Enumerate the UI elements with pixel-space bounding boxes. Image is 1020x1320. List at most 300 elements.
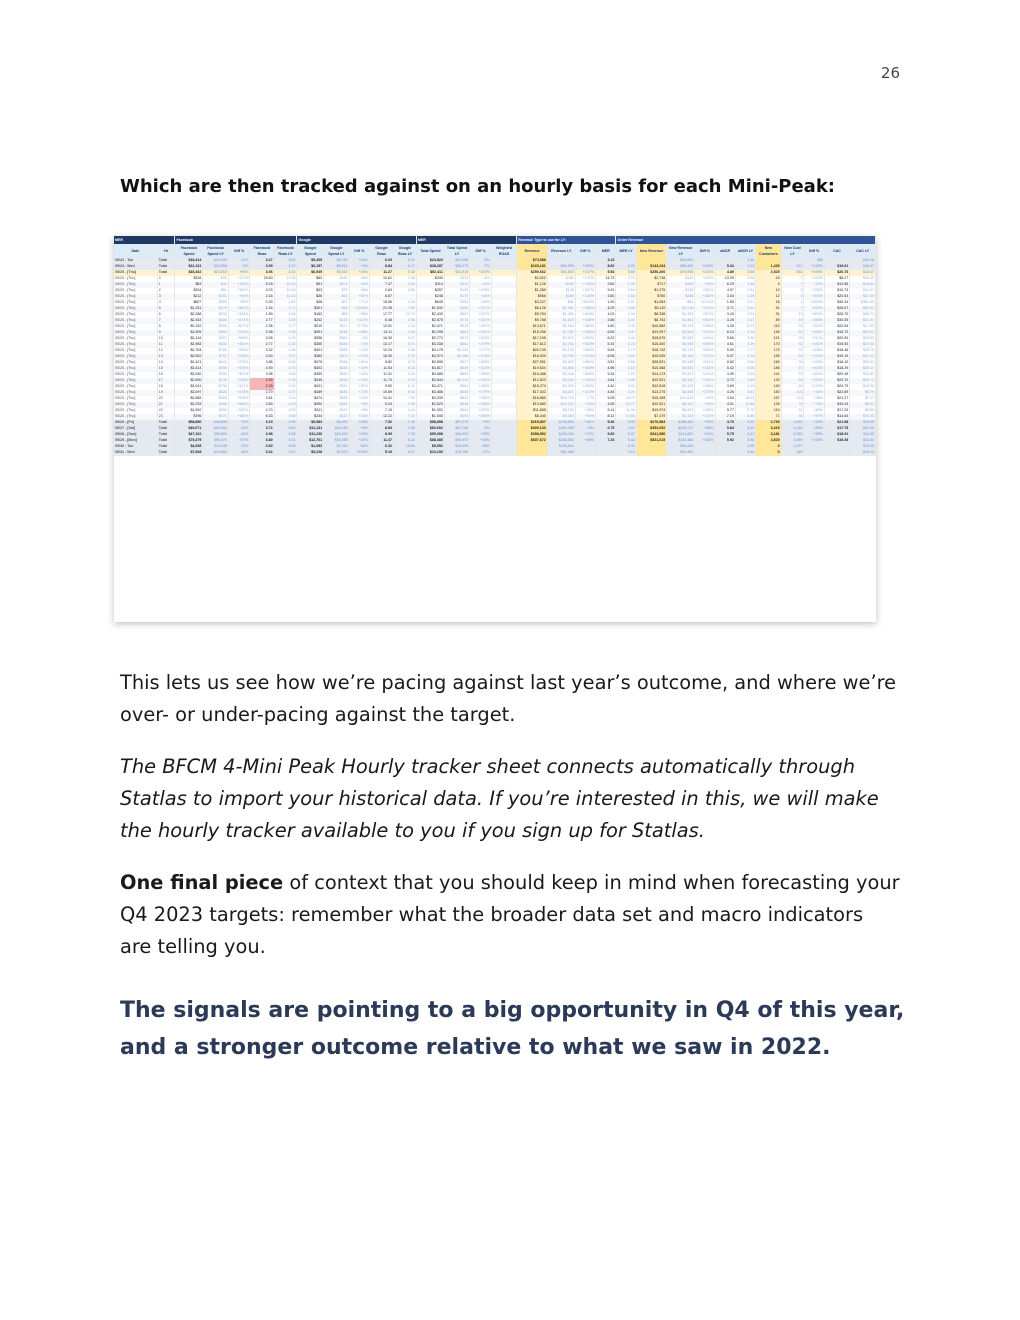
table-cell: 05/25 - [Thu] [114, 318, 157, 324]
table-cell: 3.32 [250, 348, 274, 354]
table-cell: $63,302 [667, 450, 695, 456]
table-cell: $211,801 [667, 432, 695, 438]
table-cell: 3.90 [616, 264, 636, 270]
table-cell: $17,613 [517, 342, 548, 348]
table-cell: $7,928 [175, 450, 203, 456]
table-cell: 75 [781, 402, 804, 408]
table-cell: $2,295 [416, 330, 444, 336]
table-cell: 2,069 [781, 438, 804, 444]
table-cell: $17.29 [824, 408, 849, 414]
table-cell: +237% [470, 270, 492, 276]
table-cell: $24.79 [824, 384, 849, 390]
table-cell: 32 [781, 348, 804, 354]
table-cell: -14% [470, 282, 492, 288]
table-cell: $14 [324, 306, 349, 312]
table-cell: +902% [695, 288, 715, 294]
table-cell: $3,693 [667, 366, 695, 372]
table-cell: $42.90 [850, 306, 876, 312]
table-cell: -8% [470, 258, 492, 264]
table-cell: $780 [203, 348, 228, 354]
table-cell: 29.60 [250, 276, 274, 282]
table-cell: $607 [175, 300, 203, 306]
table-cell: $22.90 [824, 336, 849, 342]
table-cell: 05/25 - [Thu] [114, 378, 157, 384]
column-header: New Cust LY [781, 244, 804, 258]
table-cell: $15,159 [636, 396, 667, 402]
table-cell: $56,303 [667, 264, 695, 270]
table-cell: +71% [575, 432, 595, 438]
table-cell: 2.16 [250, 294, 274, 300]
table-cell: 4.49 [735, 384, 755, 390]
table-cell: $231 [324, 384, 349, 390]
table-cell: $15,005 [636, 354, 667, 360]
table-cell: 4.54 [715, 396, 735, 402]
table-cell: $24,558 [203, 264, 228, 270]
table-cell: 329 [781, 450, 804, 456]
table-cell: +26% [470, 438, 492, 444]
table-cell: $770 [444, 318, 469, 324]
table-cell: 3.01 [616, 384, 636, 390]
table-cell: +172% [575, 276, 595, 282]
table-cell: +9% [349, 426, 369, 432]
table-cell: 2.96 [735, 276, 755, 282]
table-cell: 7.37 [369, 282, 393, 288]
table-cell: 3.99 [250, 264, 274, 270]
table-cell: 612 [781, 264, 804, 270]
table-cell: +278% [228, 360, 250, 366]
column-header: Diff % [575, 244, 595, 258]
table-cell: 3.70 [274, 366, 297, 372]
table-cell [695, 450, 715, 456]
table-cell: $1,289 [517, 288, 548, 294]
table-cell: $25,531 [636, 360, 667, 366]
table-cell: +363% [575, 324, 595, 330]
table-cell: 110 [756, 324, 781, 330]
table-cell: $8.27 [824, 276, 849, 282]
table-cell: $84,891 [667, 258, 695, 264]
table-cell: $1,018 [667, 306, 695, 312]
table-cell: 4.26 [274, 402, 297, 408]
table-cell: $212 [175, 294, 203, 300]
table-cell: 13 [781, 312, 804, 318]
table-cell: +2050% [349, 306, 369, 312]
table-cell: +41% [575, 420, 595, 426]
context-lead: One final piece [120, 871, 284, 894]
table-cell: +382% [228, 306, 250, 312]
column-header: Diff % [804, 244, 824, 258]
table-cell: $474 [297, 396, 324, 402]
table-cell: $83 [324, 312, 349, 318]
table-cell: $801 [444, 330, 469, 336]
table-cell: $81,988 [547, 450, 575, 456]
table-cell: 3.35 [735, 330, 755, 336]
table-cell: +3810% [575, 300, 595, 306]
table-cell: $354,052 [636, 426, 667, 432]
table-cell: 8.82 [715, 360, 735, 366]
table-cell: 9 [157, 330, 175, 336]
table-cell: 3 [781, 288, 804, 294]
table-cell: 33 [781, 354, 804, 360]
table-cell: $3,620 [547, 360, 575, 366]
column-header: Weighted ROAS [491, 244, 516, 258]
table-cell: +537% [695, 312, 715, 318]
closing-statement: The signals are pointing to a big opportunity in Q4 of this year, and a stronger outcome relative to what we saw in 2022. [120, 998, 905, 1060]
table-cell: 3.03 [250, 288, 274, 294]
table-cell: 19 [781, 318, 804, 324]
table-cell: +165% [349, 450, 369, 456]
table-cell: 6.22 [394, 438, 417, 444]
table-cell: $2,764 [324, 444, 349, 450]
table-cell: $3,586 [416, 390, 444, 396]
table-cell: $31,915 [444, 270, 469, 276]
table-cell: $46,093 [444, 432, 469, 438]
table-cell: 2.93 [274, 378, 297, 384]
table-cell: $114 [416, 282, 444, 288]
table-cell: $10,238 [324, 426, 349, 432]
table-cell: -17% [470, 450, 492, 456]
table-cell: +317% [228, 384, 250, 390]
table-cell: 11.36 [616, 408, 636, 414]
table-cell: 1.68 [735, 294, 755, 300]
table-cell: $1,902 [416, 408, 444, 414]
table-cell: 4.26 [715, 390, 735, 396]
table-cell: $3,300 [547, 384, 575, 390]
table-cell: 3.24 [274, 396, 297, 402]
table-cell: $650 [203, 318, 228, 324]
table-cell: 5.42 [715, 366, 735, 372]
table-cell: $18.10 [824, 360, 849, 366]
table-cell: 11.31 [369, 372, 393, 378]
table-cell: $27.04 [850, 342, 876, 348]
table-cell: 5.84 [715, 426, 735, 432]
table-cell: 3.72 [715, 378, 735, 384]
table-cell: $2,500 [175, 378, 203, 384]
table-cell: 3.48 [735, 282, 755, 288]
table-cell: -26% [349, 288, 369, 294]
table-cell: 2 [157, 288, 175, 294]
table-cell: $172 [444, 294, 469, 300]
table-cell: 2.34 [616, 318, 636, 324]
table-cell: 0.60 [250, 444, 274, 450]
table-cell: $55,860 [203, 432, 228, 438]
table-cell: +244% [228, 330, 250, 336]
table-cell: 17.77 [369, 312, 393, 318]
table-cell: +146% [575, 294, 595, 300]
table-cell: 2.77 [250, 318, 274, 324]
table-cell: 5.42 [616, 438, 636, 444]
table-cell: $3,041 [175, 384, 203, 390]
table-cell: 4.40 [616, 324, 636, 330]
table-cell: 3.23 [616, 342, 636, 348]
table-cell: 4,520 [756, 438, 781, 444]
table-cell: +500% [695, 348, 715, 354]
table-cell: $12,701 [297, 438, 324, 444]
table-cell: -2% [349, 336, 369, 342]
table-cell: $2,022 [517, 276, 548, 282]
table-cell: 89 [756, 318, 781, 324]
table-cell: +83% [695, 426, 715, 432]
table-cell: 4.08 [394, 330, 417, 336]
table-cell: +80% [804, 408, 824, 414]
table-cell: $356 [297, 336, 324, 342]
table-cell: +274% [228, 318, 250, 324]
table-cell: 19 [157, 390, 175, 396]
table-cell: +93% [695, 282, 715, 288]
hourly-tracker-screenshot [114, 236, 876, 622]
table-cell: $302 [324, 354, 349, 360]
table-cell: $66,973 [444, 438, 469, 444]
table-cell: $16,355 [324, 438, 349, 444]
table-cell: $15,486 [517, 372, 548, 378]
table-cell: +177% [470, 348, 492, 354]
table-cell: 5.08 [735, 270, 755, 276]
table-cell: 8.12 [596, 414, 616, 420]
table-cell: 16 [157, 372, 175, 378]
table-cell: 18 [157, 384, 175, 390]
table-cell: 3.21 [274, 438, 297, 444]
table-cell: +78% [804, 402, 824, 408]
table-cell: 2,525 [756, 270, 781, 276]
table-cell: $966 [517, 294, 548, 300]
table-cell: $91,830 [547, 270, 575, 276]
table-cell: $307 [203, 336, 228, 342]
table-cell: $389 [324, 396, 349, 402]
table-cell: $18.91 [824, 432, 849, 438]
table-cell: +35% [804, 432, 824, 438]
table-cell: 3.39 [274, 384, 297, 390]
table-cell: 23 [157, 414, 175, 420]
table-cell: $7.17 [850, 396, 876, 402]
table-cell: $51 [297, 282, 324, 288]
table-cell: $12,634 [667, 396, 695, 402]
table-cell: +533% [575, 342, 595, 348]
table-cell: $22.69 [824, 390, 849, 396]
table-cell: 3.55 [616, 360, 636, 366]
table-cell: $19.45 [824, 438, 849, 444]
table-cell: 32 [781, 342, 804, 348]
table-cell: 3.06 [250, 270, 274, 276]
table-cell: +38% [804, 396, 824, 402]
table-cell: +365% [228, 414, 250, 420]
table-cell: $12,816 [636, 384, 667, 390]
table-cell: 05/25 - [Thu] [114, 306, 157, 312]
table-cell: $355 [297, 342, 324, 348]
table-cell: 9.47 [394, 336, 417, 342]
table-cell: +44% [804, 420, 824, 426]
table-cell: 3 [781, 294, 804, 300]
table-cell: 4.98 [735, 444, 755, 450]
table-cell: 2,366 [781, 432, 804, 438]
table-cell: $2,590 [667, 342, 695, 348]
table-cell: $252 [203, 408, 228, 414]
table-cell: $5,592 [416, 444, 444, 450]
table-cell: $2,716 [636, 276, 667, 282]
table-cell: $45,462 [175, 270, 203, 276]
table-cell: $25.02 [850, 330, 876, 336]
table-cell: 13 [756, 288, 781, 294]
group-header-row [114, 236, 876, 244]
table-cell: $381.53 [850, 300, 876, 306]
table-cell: 3.68 [735, 360, 755, 366]
table-cell: $2,772 [416, 336, 444, 342]
column-header: Google Roas [369, 244, 393, 258]
table-cell: 3.37 [274, 264, 297, 270]
table-cell: 2.34 [616, 312, 636, 318]
table-cell: $11,236 [297, 432, 324, 438]
table-cell: 05/25 - [Thu] [114, 390, 157, 396]
table-cell: +95% [349, 312, 369, 318]
table-cell: 2,730 [756, 420, 781, 426]
table-cell: $49,671 [175, 426, 203, 432]
table-cell: $413 [444, 324, 469, 330]
table-cell: 16.30 [369, 336, 393, 342]
table-cell: $3,798 [547, 354, 575, 360]
table-cell: -49% [349, 282, 369, 288]
table-cell: $2,870 [547, 336, 575, 342]
table-cell: 4.89 [715, 270, 735, 276]
table-cell: $75,379 [175, 438, 203, 444]
table-cell: +343% [228, 312, 250, 318]
table-cell: 3.04 [735, 372, 755, 378]
table-cell: $12.65 [824, 282, 849, 288]
table-cell: 4.90 [250, 366, 274, 372]
table-cell: $13,997 [636, 330, 667, 336]
table-cell: 05/25 - [Thu] [114, 312, 157, 318]
table-cell: 13 [157, 354, 175, 360]
table-cell: $48,835 [203, 420, 228, 426]
table-cell: 5.19 [369, 450, 393, 456]
table-cell: $925 [444, 366, 469, 372]
table-cell: 05/25 - [Thu] [114, 360, 157, 366]
table-cell: 05/26 - [Fri] [114, 420, 157, 426]
table-cell: 10.85 [616, 414, 636, 420]
table-cell: $730 [203, 384, 228, 390]
table-cell: $2,808 [667, 390, 695, 396]
table-cell: 6.04 [394, 390, 417, 396]
table-cell: $88,080 [416, 438, 444, 444]
table-cell: $14.64 [824, 414, 849, 420]
table-cell: +305% [470, 402, 492, 408]
table-cell: $15.72 [824, 330, 849, 336]
column-header: Diff % [349, 244, 369, 258]
table-cell: +431% [804, 342, 824, 348]
table-cell: 37 [781, 366, 804, 372]
table-cell: $188,492 [667, 420, 695, 426]
table-cell: $283 [324, 390, 349, 396]
table-cell: 4.65 [596, 402, 616, 408]
table-cell: 29 [781, 336, 804, 342]
table-cell: +165% [575, 264, 595, 270]
table-cell: +164% [470, 414, 492, 420]
table-cell: +0% [228, 420, 250, 426]
group-header: MER [114, 236, 175, 244]
table-cell: $266 [324, 378, 349, 384]
table-cell: $885 [444, 372, 469, 378]
table-cell: 7.40 [394, 432, 417, 438]
table-cell: 05/25 - [Thu] [114, 324, 157, 330]
table-cell: +461% [695, 318, 715, 324]
table-cell: $15,785 [444, 450, 469, 456]
table-cell: +112% [349, 318, 369, 324]
table-cell: 6.06 [596, 354, 616, 360]
table-cell: +600% [804, 312, 824, 318]
table-cell: 12 [756, 294, 781, 300]
table-cell: $8,336 [636, 312, 667, 318]
table-cell: 05/25 - [Thu] [114, 336, 157, 342]
table-cell: 3.99 [735, 378, 755, 384]
table-cell: 2.18 [394, 324, 417, 330]
table-cell: $3,125 [667, 348, 695, 354]
table-cell: 3.71 [715, 306, 735, 312]
table-cell: $532 [203, 342, 228, 348]
table-cell: $117 [324, 324, 349, 330]
table-cell: $3,471 [416, 384, 444, 390]
table-cell: +30% [349, 270, 369, 276]
table-cell: 05/25 - [Thu] [114, 330, 157, 336]
table-cell: 3.21 [735, 432, 755, 438]
table-cell: $26.70 [824, 312, 849, 318]
table-cell: +8% [349, 402, 369, 408]
table-cell: $114 [324, 318, 349, 324]
table-cell: $2,844 [416, 378, 444, 384]
table-cell: +408% [575, 366, 595, 372]
table-cell: 4.85 [394, 288, 417, 294]
table-cell: 3.98 [394, 402, 417, 408]
table-cell: $160 [324, 276, 349, 282]
table-cell: $5,110 [636, 306, 667, 312]
table-cell: 3,181 [756, 432, 781, 438]
table-cell: 12.58 [735, 402, 755, 408]
table-cell: 5.89 [616, 270, 636, 276]
table-cell: $81 [547, 300, 575, 306]
table-cell: 1.34 [250, 306, 274, 312]
table-cell: 4.59 [274, 444, 297, 450]
table-cell: $11,131 [297, 426, 324, 432]
group-header: Revenue Type to use for LY: [517, 236, 616, 244]
table-cell: +279% [470, 390, 492, 396]
table-cell: $3,182 [667, 354, 695, 360]
table-cell: $1,905 [175, 330, 203, 336]
table-cell: 6.75 [596, 426, 616, 432]
table-cell: 2,150 [781, 426, 804, 432]
table-cell: 9.80 [596, 282, 616, 288]
table-cell: 3.86 [250, 360, 274, 366]
table-cell: 3.98 [250, 372, 274, 378]
column-header: aNCR [715, 244, 735, 258]
table-cell: 16.30 [369, 354, 393, 360]
table-cell: 7.19 [715, 414, 735, 420]
table-cell: 3.27 [250, 258, 274, 264]
table-cell: $22 [324, 294, 349, 300]
table-cell: $459 [547, 282, 575, 288]
table-cell: $2,592 [175, 354, 203, 360]
table-cell: 172 [756, 348, 781, 354]
table-cell: 7 [781, 306, 804, 312]
table-cell: 4.70 [715, 420, 735, 426]
table-cell: +209% [470, 360, 492, 366]
table-cell: +143% [695, 378, 715, 384]
table-cell: $16,860 [517, 396, 548, 402]
table-cell: $47,162 [175, 432, 203, 438]
table-cell: $20.76 [824, 270, 849, 276]
table-cell: 155 [756, 354, 781, 360]
table-cell: 3.66 [394, 282, 417, 288]
table-cell: $52,411 [416, 270, 444, 276]
table-cell: 5.91 [596, 288, 616, 294]
table-cell: $341,580 [636, 432, 667, 438]
table-cell: $1,052 [297, 444, 324, 450]
table-cell: 10.41 [369, 396, 393, 402]
